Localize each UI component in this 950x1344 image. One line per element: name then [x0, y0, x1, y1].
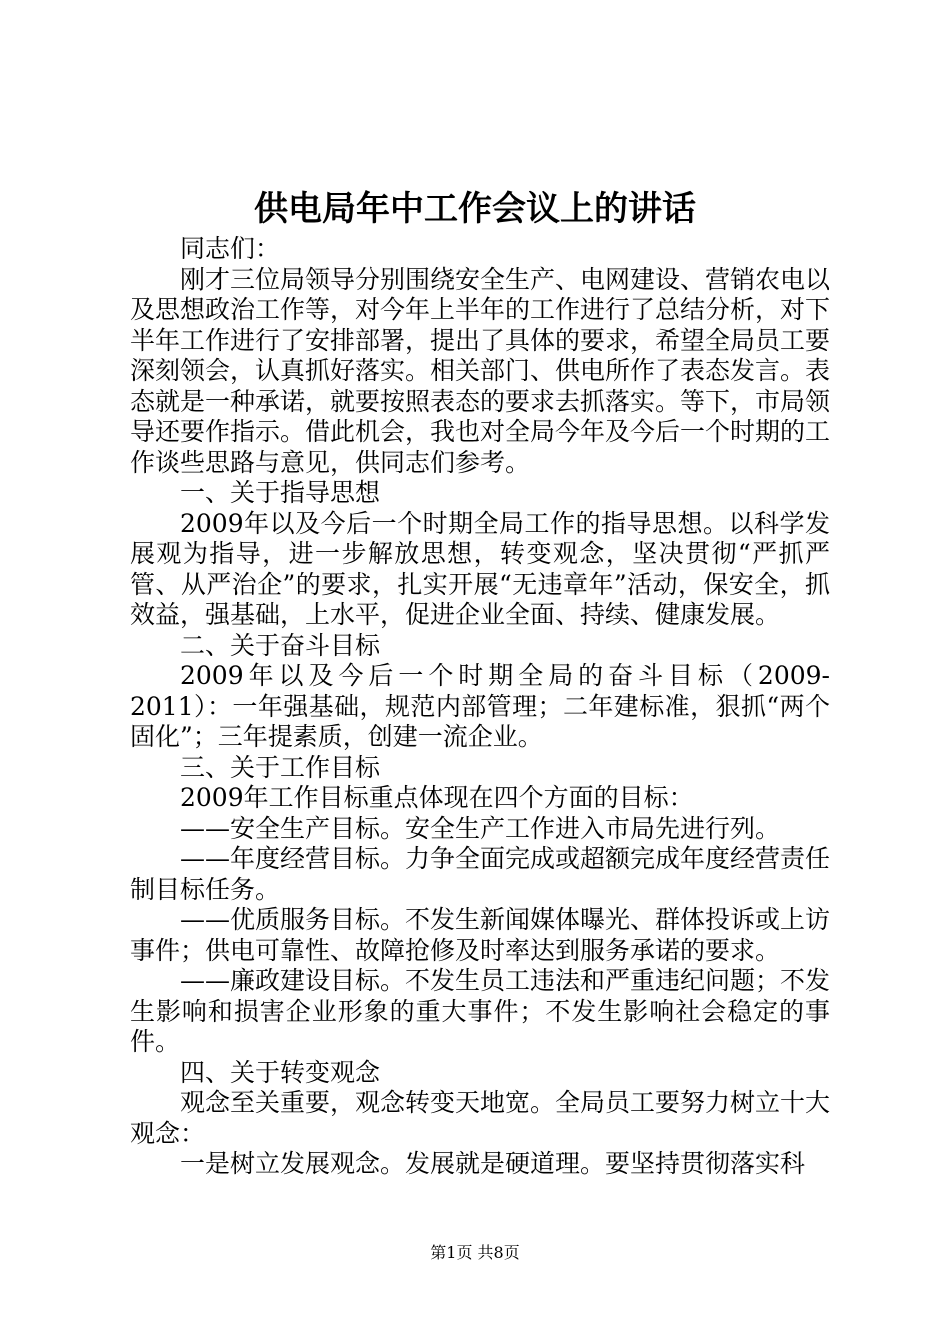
section-heading-2: 二、关于奋斗目标	[180, 630, 381, 660]
paragraph-work-targets: 2009年工作目标重点体现在四个方面的目标：	[180, 783, 694, 812]
section-heading-4: 四、关于转变观念	[180, 1057, 381, 1087]
target-safety: ——安全生产目标。安全生产工作进入市局先进行列。	[180, 813, 781, 843]
paragraph-goals: 2009年以及今后一个时期全局的奋斗目标（2009-2011）：一年强基础，规范内部管理；二年建标准，狠抓“两个固化”；三年提素质，创建一流企业。	[130, 661, 830, 751]
paragraph-concepts: 观念至关重要，观念转变天地宽。全局员工要努力树立十大观念：	[130, 1088, 831, 1148]
target-service: ——优质服务目标。不发生新闻媒体曝光、群体投诉或上访事件；供电可靠性、故障抢修及时率达到服务承诺的要求。	[130, 905, 831, 965]
paragraph-intro: 刚才三位局领导分别围绕安全生产、电网建设、营销农电以及思想政治工作等，对今年上半年的工作进行了总结分析，对下半年工作进行了安排部署，提出了具体的要求，希望全局员工要深刻领会，认真抓好落实。相关部门、供电所作了表态发言。表态就是一种承诺，就要按照表态的要求去抓落实。等下，市局领导还要作指示。借此机会，我也对全局今年及今后一个时期的工作谈些思路与意见，供同志们参考。	[130, 264, 831, 477]
document-title: 供电局年中工作会议上的讲话	[254, 189, 696, 229]
document-body	[130, 234, 830, 1180]
section-heading-3: 三、关于工作目标	[180, 752, 381, 782]
paragraph-guiding-ideology: 2009年以及今后一个时期全局工作的指导思想。以科学发展观为指导，进一步解放思想，转变观念，坚决贯彻“严抓严管、从严治企”的要求，扎实开展“无违章年”活动，保安全，抓效益，强基础，上水平，促进企业全面、持续、健康发展。	[130, 508, 830, 629]
section-heading-1: 一、关于指导思想	[180, 478, 381, 507]
target-operation: ——年度经营目标。力争全面完成或超额完成年度经营责任制目标任务。	[130, 844, 831, 904]
paragraph-concept-1: 一是树立发展观念。发展就是硬道理。要坚持贯彻落实科	[180, 1149, 806, 1178]
salutation: 同志们：	[180, 234, 281, 263]
page-footer: 第1页 共8页	[430, 1243, 520, 1262]
target-integrity: ——廉政建设目标。不发生员工违法和严重违纪问题；不发生影响和损害企业形象的重大事件；不发生影响社会稳定的事件。	[130, 966, 831, 1056]
